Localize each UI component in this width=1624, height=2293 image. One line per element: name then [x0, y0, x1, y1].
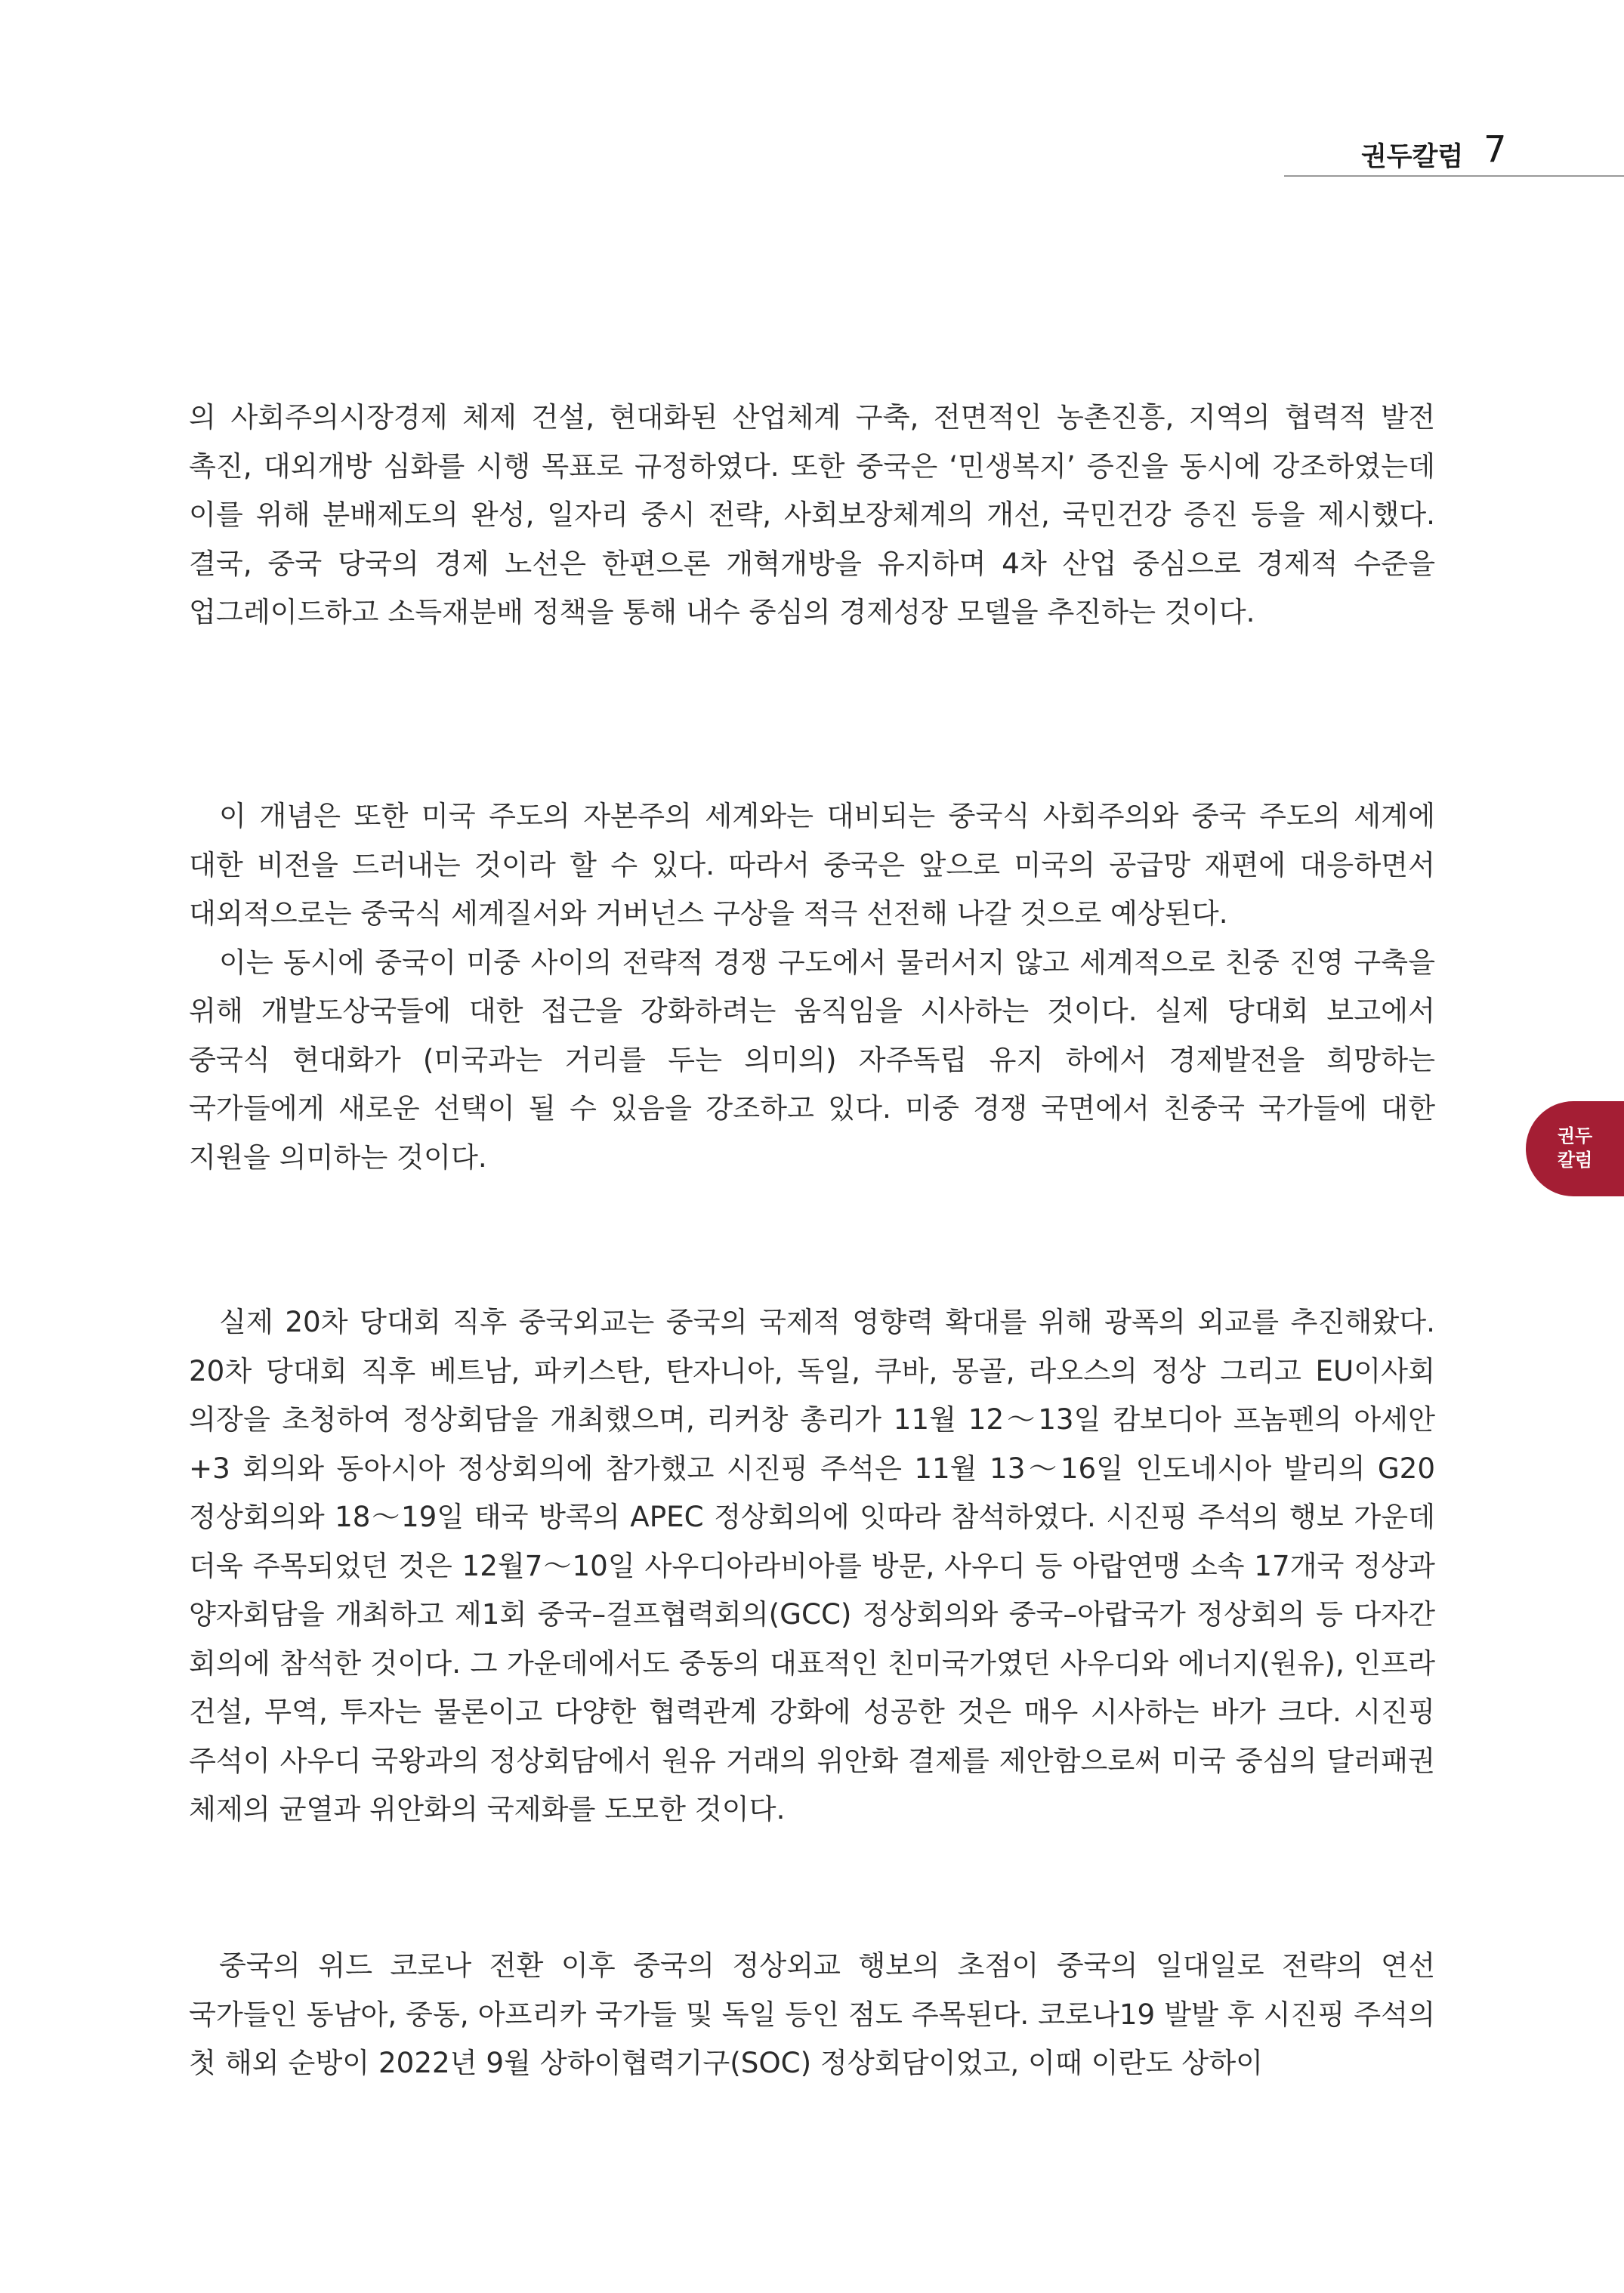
running-header — [1284, 128, 1624, 178]
section-side-tab — [1526, 1101, 1624, 1196]
section-title: 권두칼럼 — [1361, 142, 1464, 172]
paragraph-5: 중국의 위드 코로나 전환 이후 중국의 정상외교 행보의 초점이 중국의 일대일로 전략의 연선 국가들인 동남아, 중동, 아프리카 국가들 및 독일 등인 점도 주목된다. 코로나19 발발 후 시진핑 주석의 첫 해외 순방이 2022년 9월 상하이협력기구(SOC) 정상회담이었고, 이때 이란도 상하이 — [189, 1949, 1435, 2079]
paragraph-block-3 — [189, 1298, 1435, 1834]
paragraph-block-2 — [189, 792, 1435, 1181]
page-number: 7 — [1484, 128, 1507, 171]
paragraph-1: 의 사회주의시장경제 체제 건설, 현대화된 산업체계 구축, 전면적인 농촌진흥, 지역의 협력적 발전 촉진, 대외개방 심화를 시행 목표로 규정하였다. 또한 중국은 ‘민생복지’ 증진을 동시에 강조하였는데 이를 위해 분배제도의 완성, 일자리 중시 전략, 사회보장체계의 개선, 국민건강 증진 등을 제시했다. 결국, 중국 당국의 경제 노선은 한편으론 개혁개방을 유지하며 4차 산업 중심으로 경제적 수준을 업그레이드하고 소득재분배 정책을 통해 내수 중심의 경제성장 모델을 추진하는 것이다. — [189, 400, 1435, 628]
header-rule — [1284, 175, 1624, 177]
paragraph-3: 이는 동시에 중국이 미중 사이의 전략적 경쟁 구도에서 물러서지 않고 세계적으로 친중 진영 구축을 위해 개발도상국들에 대한 접근을 강화하려는 움직임을 시사하는 것이다. 실제 당대회 보고에서 중국식 현대화가 (미국과는 거리를 두는 의미의) 자주독립 유지 하에서 경제발전을 희망하는 국가들에게 새로운 선택이 될 수 있음을 강조하고 있다. 미중 경쟁 국면에서 친중국 국가들에 대한 지원을 의미하는 것이다. — [189, 945, 1435, 1174]
paragraph-block-4 — [189, 1941, 1435, 2088]
side-tab-line-1: 권두 — [1557, 1125, 1593, 1146]
side-tab-line-2: 칼럼 — [1557, 1150, 1593, 1171]
paragraph-2: 이 개념은 또한 미국 주도의 자본주의 세계와는 대비되는 중국식 사회주의와 중국 주도의 세계에 대한 비전을 드러내는 것이라 할 수 있다. 따라서 중국은 앞으로 미국의 공급망 재편에 대응하면서 대외적으로는 중국식 세계질서와 거버넌스 구상을 적극 선전해 나갈 것으로 예상된다. — [189, 799, 1435, 930]
paragraph-4: 실제 20차 당대회 직후 중국외교는 중국의 국제적 영향력 확대를 위해 광폭의 외교를 추진해왔다. 20차 당대회 직후 베트남, 파키스탄, 탄자니아, 독일, 쿠바, 몽골, 라오스의 정상 그리고 EU이사회 의장을 초청하여 정상회담을 개최했으며, 리커창 총리가 11월 12～13일 캄보디아 프놈펜의 아세안+3 회의와 동아시아 정상회의에 참가했고 시진핑 주석은 11월 13～16일 인도네시아 발리의 G20 정상회의와 18～19일 태국 방콕의 APEC 정상회의에 잇따라 참석하였다. 시진핑 주석의 행보 가운데 더욱 주목되었던 것은 12월7～10일 사우디아라비아를 방문, 사우디 등 아랍연맹 소속 17개국 정상과 양자회담을 개최하고 제1회 중국–걸프협력회의(GCC) 정상회의와 중국–아랍국가 정상회의 등 다자간 회의에 참석한 것이다. 그 가운데에서도 중동의 대표적인 친미국가였던 사우디와 에너지(원유), 인프라 건설, 무역, 투자는 물론이고 다양한 협력관계 강화에 성공한 것은 매우 시사하는 바가 크다. 시진핑 주석이 사우디 국왕과의 정상회담에서 원유 거래의 위안화 결제를 제안함으로써 미국 중심의 달러패권 체제의 균열과 위안화의 국제화를 도모한 것이다. — [189, 1305, 1435, 1825]
paragraph-block-1 — [189, 393, 1435, 637]
